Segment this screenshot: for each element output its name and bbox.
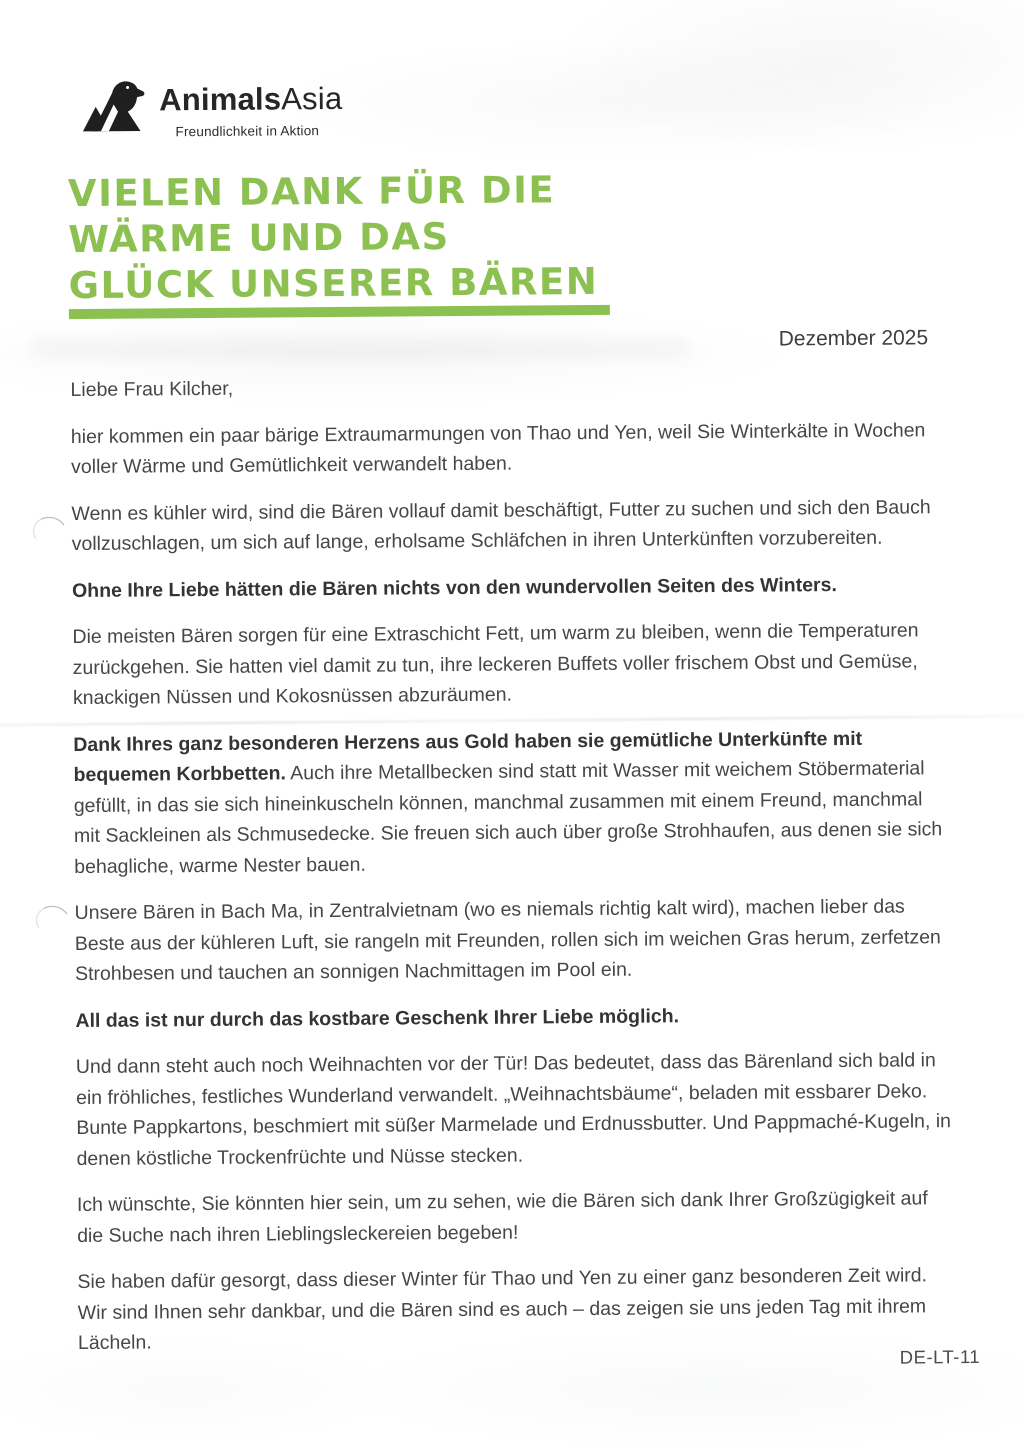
paragraph-wish: Ich wünschte, Sie könnten hier sein, um zu sehen, wie die Bären sich dank Ihrer Großzügigkeit auf die Suche nach ihren Lieblingsleckereien begeben! (76, 1187, 928, 1247)
brand-tagline: Freundlichkeit in Aktion (175, 123, 320, 140)
paragraph-lead-rest: Auch ihre Metallbecken sind statt mit Wasser mit weichem Stöbermaterial gefüllt, in das sie sich hineinkuscheln können, manchmal zusammen mit einem Freund, manchmal mit Sackleinen als Schmusedecke. Sie freuen sich auch über große Strohhaufen, aus denen sie sich behagliche, warme Nester bauen. (73, 757, 943, 878)
letter-date: Dezember 2025 (778, 326, 929, 351)
document-code: DE-LT-11 (899, 1345, 981, 1368)
title-line-3: GLÜCK UNSERER BÄREN (68, 259, 599, 308)
paragraph-bold-love: Ohne Ihre Liebe hätten die Bären nichts von den wundervollen Seiten des Winters. (71, 573, 837, 602)
brand-name-light: Asia (281, 80, 343, 117)
paragraph-bach-ma: Unsere Bären in Bach Ma, in Zentralvietnam (wo es niemals richtig kalt wird), machen lieber das Beste aus der kühleren Luft, sie rangeln mit Freunden, rollen sich im weichen Gras herum, zerfetzen Strohbesen und tauchen an sonnigen Nachmittagen im Pool ein. (74, 895, 941, 986)
paragraph-cooler-weather: Wenn es kühler wird, sind die Bären vollauf damit beschäftigt, Futter zu suchen und sich den Bauch vollzuschlagen, um sich auf lange, erholsame Schläfchen in ihren Unterkünften vorzubereiten. (71, 495, 931, 556)
paragraph-bold-gift: All das ist nur durch das kostbare Geschenk Ihrer Liebe möglich. (75, 1004, 680, 1032)
paragraph-christmas: Und dann steht auch noch Weihnachten vor der Tür! Das bedeutet, dass das Bärenland sich bald in ein fröhliches, festliches Wunderland verwandelt. „Weihnachtsbäume“, beladen mit essbarer Deko. Bunte Pappkartons, beschmiert mit süßer Marmelade und Erdnussbutter. Und Pappmaché-Kugeln, in denen köstliche Trockenfrüchte und Nüsse stecken. (75, 1049, 952, 1170)
animalsasia-logo (81, 72, 402, 145)
paragraph-thanks: Sie haben dafür gesorgt, dass dieser Winter für Thao und Yen zu einer ganz besonderen Zeit wird. Wir sind Ihnen sehr dankbar, und die Bären sind es auch – das zeigen sie uns jeden Tag mit ihrem Lächeln. (77, 1264, 928, 1355)
paragraph-intro: hier kommen ein paar bärige Extraumarmungen von Thao und Yen, weil Sie Winterkälte in Wochen voller Wärme und Gemütlichkeit verwandelt haben. (70, 418, 926, 479)
paragraph-lead-bold: Dank Ihres ganz besonderen Herzens aus Gold haben sie gemütliche Unterkünfte mit bequemen Korbbetten. (73, 727, 863, 787)
letter-title (68, 167, 599, 309)
salutation: Liebe Frau Kilcher, (70, 377, 234, 402)
title-line-2: WÄRME UND DAS (68, 215, 450, 262)
title-line-1: VIELEN DANK FÜR DIE (67, 168, 556, 216)
bear-mountain-logo-icon (81, 74, 154, 139)
brand-name (159, 81, 342, 118)
paragraph-fat-layer: Die meisten Bären sorgen für eine Extraschicht Fett, um warm zu bleiben, wenn die Temperaturen zurückgehen. Sie hatten viel damit zu tun, ihre leckeren Buffets voller frischem Obst und Gemüse, knackigen Nüssen und Kokosnüssen abzuräumen. (72, 619, 919, 710)
paragraph-cozy-dens (73, 723, 952, 882)
brand-name-bold: Animals (159, 81, 282, 118)
letter-body (70, 368, 956, 1374)
